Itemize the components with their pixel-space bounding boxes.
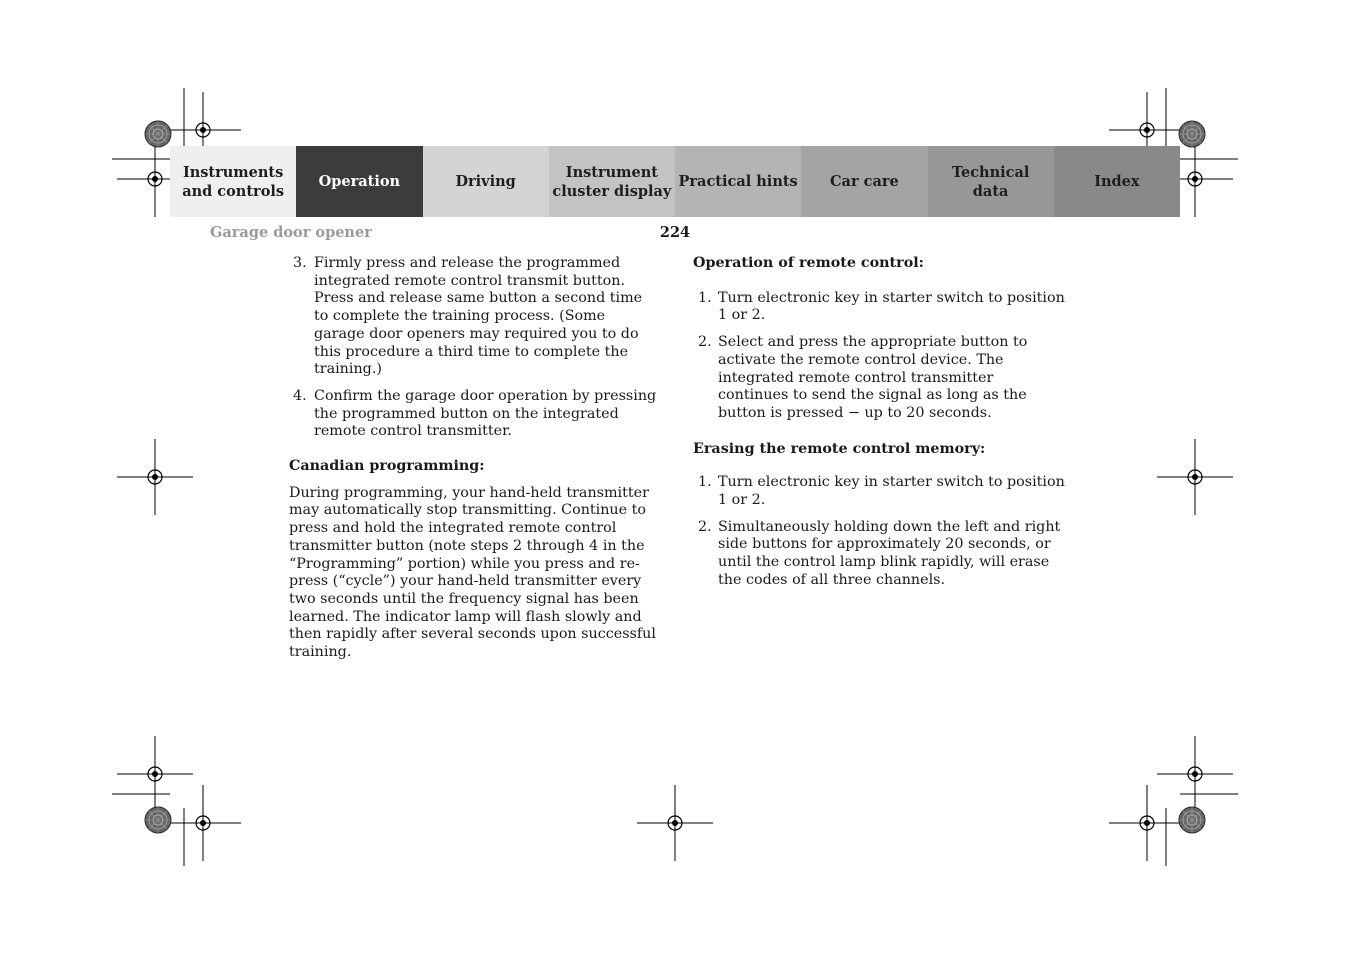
step-text: Turn electronic key in starter switch to position 1 or 2. bbox=[718, 289, 1065, 324]
tab-technical-data[interactable]: Technical data bbox=[928, 146, 1054, 217]
right-column bbox=[693, 255, 1068, 590]
list-item bbox=[693, 474, 1068, 509]
page-number: 224 bbox=[659, 224, 691, 241]
step-text: Turn electronic key in starter switch to position 1 or 2. bbox=[718, 474, 1065, 509]
tab-instruments-and-controls[interactable]: Instruments and controls bbox=[170, 146, 296, 217]
tab-car-care[interactable]: Car care bbox=[801, 146, 927, 217]
list-item bbox=[693, 519, 1068, 590]
step-number: 2. bbox=[698, 334, 712, 351]
step-text: Simultaneously holding down the left and right side buttons for approximately 20 seconds, or until the control lamp blink rapidly, will erase the codes of all three channels. bbox=[718, 518, 1061, 588]
step-number: 1. bbox=[698, 289, 712, 306]
step-number: 3. bbox=[293, 255, 307, 271]
programming-steps bbox=[289, 255, 659, 441]
tab-driving[interactable]: Driving bbox=[423, 146, 549, 217]
left-column bbox=[289, 255, 659, 662]
section-tabs bbox=[170, 146, 1180, 217]
list-item bbox=[289, 388, 659, 441]
tab-index[interactable]: Index bbox=[1054, 146, 1180, 217]
tab-instrument-cluster-display[interactable]: Instrument cluster display bbox=[549, 146, 675, 217]
tab-operation[interactable]: Operation bbox=[296, 146, 422, 217]
tab-practical-hints[interactable]: Practical hints bbox=[675, 146, 801, 217]
operation-heading: Operation of remote control: bbox=[693, 255, 924, 271]
erasing-steps bbox=[693, 474, 1068, 589]
operation-steps bbox=[693, 290, 1068, 423]
list-item bbox=[693, 334, 1068, 423]
section-title: Garage door opener bbox=[210, 224, 372, 241]
canadian-programming-heading: Canadian programming: bbox=[289, 458, 485, 475]
step-number: 4. bbox=[293, 387, 307, 404]
step-number: 2. bbox=[698, 518, 712, 535]
step-number: 1. bbox=[698, 474, 712, 491]
list-item bbox=[289, 255, 659, 379]
step-text: Select and press the appropriate button to activate the remote control device. The integrated remote control transmitter continues to send the signal as long as the button is pressed − up to 20 seconds. bbox=[718, 334, 1028, 421]
step-text: Confirm the garage door operation by pressing the programmed button on the integrated remote control transmitter. bbox=[314, 387, 657, 440]
step-text: Firmly press and release the programmed integrated remote control transmit button. Press and release same button a second time to complete the training process. (Some garage door openers may required you to do this procedure a third time to complete the training.) bbox=[314, 255, 643, 378]
canadian-programming-text: During programming, your hand-held transmitter may automatically stop transmitting. Continue to press and hold the integrated remote control transmitter button (note steps 2 through 4 in the “Programming” portion) while you press and re-press (“cycle”) your hand-held transmitter every two seconds until the frequency signal has been learned. The indicator lamp will flash slowly and then rapidly after several seconds upon successful training. bbox=[289, 484, 656, 661]
erasing-heading: Erasing the remote control memory: bbox=[693, 440, 986, 457]
list-item bbox=[693, 290, 1068, 325]
